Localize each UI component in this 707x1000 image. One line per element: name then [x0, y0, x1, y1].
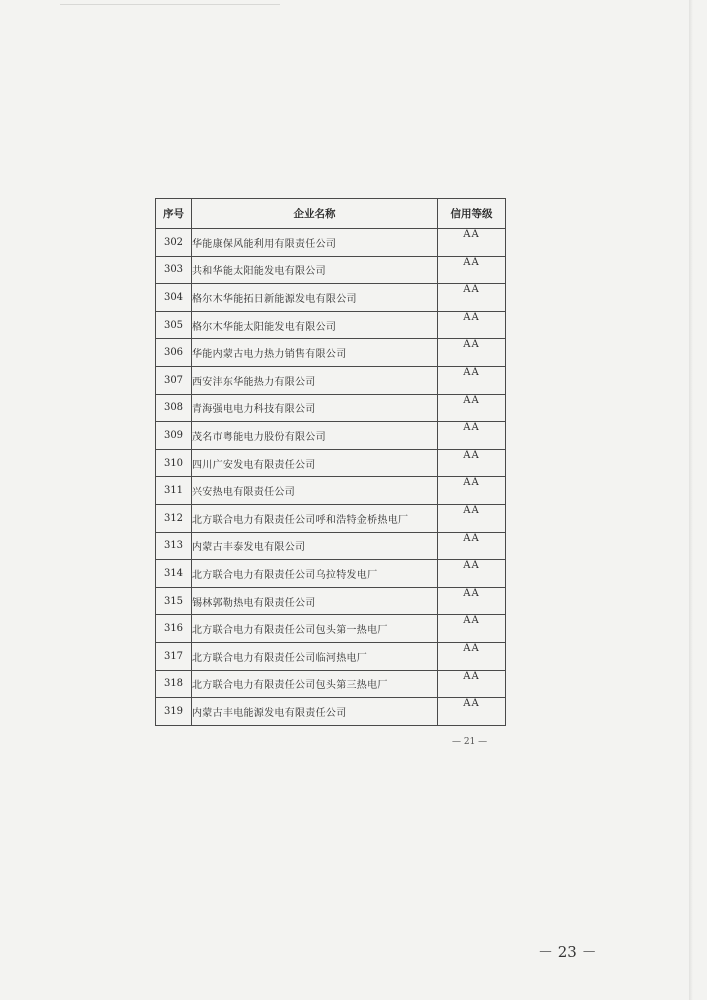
row-credit-grade: AA [438, 477, 506, 505]
table-row [156, 560, 506, 588]
row-credit-grade: AA [438, 504, 506, 532]
row-seq: 308 [156, 394, 192, 422]
row-company-name: 茂名市粤能电力股份有限公司 [192, 422, 438, 450]
header-credit-grade: 信用等级 [438, 199, 506, 229]
row-seq: 306 [156, 339, 192, 367]
row-credit-grade: AA [438, 284, 506, 312]
table-row [156, 422, 506, 450]
table-row [156, 394, 506, 422]
row-seq: 309 [156, 422, 192, 450]
row-company-name: 锡林郭勒热电有限责任公司 [192, 587, 438, 615]
row-company-name: 华能内蒙古电力热力销售有限公司 [192, 339, 438, 367]
row-seq: 315 [156, 587, 192, 615]
row-credit-grade: AA [438, 422, 506, 450]
row-company-name: 格尔木华能拓日新能源发电有限公司 [192, 284, 438, 312]
table-row [156, 670, 506, 698]
row-company-name: 北方联合电力有限责任公司乌拉特发电厂 [192, 560, 438, 588]
header-company-name: 企业名称 [192, 199, 438, 229]
table-row [156, 642, 506, 670]
row-credit-grade: AA [438, 449, 506, 477]
row-credit-grade: AA [438, 560, 506, 588]
row-credit-grade: AA [438, 394, 506, 422]
row-seq: 313 [156, 532, 192, 560]
row-seq: 310 [156, 449, 192, 477]
row-seq: 312 [156, 504, 192, 532]
row-company-name: 共和华能太阳能发电有限公司 [192, 256, 438, 284]
page-edge-shadow [689, 0, 693, 1000]
row-credit-grade: AA [438, 698, 506, 726]
table-row [156, 284, 506, 312]
row-seq: 318 [156, 670, 192, 698]
row-company-name: 四川广安发电有限责任公司 [192, 449, 438, 477]
row-seq: 303 [156, 256, 192, 284]
row-credit-grade: AA [438, 642, 506, 670]
row-company-name: 北方联合电力有限责任公司呼和浩特金桥热电厂 [192, 504, 438, 532]
row-credit-grade: AA [438, 339, 506, 367]
row-company-name: 格尔木华能太阳能发电有限公司 [192, 311, 438, 339]
table-row [156, 256, 506, 284]
table-row [156, 587, 506, 615]
row-credit-grade: AA [438, 532, 506, 560]
row-credit-grade: AA [438, 229, 506, 257]
row-credit-grade: AA [438, 256, 506, 284]
row-seq: 302 [156, 229, 192, 257]
row-credit-grade: AA [438, 366, 506, 394]
row-company-name: 北方联合电力有限责任公司临河热电厂 [192, 642, 438, 670]
row-credit-grade: AA [438, 615, 506, 643]
row-seq: 319 [156, 698, 192, 726]
row-company-name: 内蒙古丰泰发电有限公司 [192, 532, 438, 560]
row-seq: 314 [156, 560, 192, 588]
table-row [156, 339, 506, 367]
table-body [156, 229, 506, 726]
table-row [156, 229, 506, 257]
table-row [156, 504, 506, 532]
row-credit-grade: AA [438, 587, 506, 615]
row-seq: 311 [156, 477, 192, 505]
row-credit-grade: AA [438, 311, 506, 339]
header-seq: 序号 [156, 199, 192, 229]
row-seq: 304 [156, 284, 192, 312]
row-seq: 307 [156, 366, 192, 394]
table-row [156, 449, 506, 477]
row-company-name: 兴安热电有限责任公司 [192, 477, 438, 505]
row-company-name: 北方联合电力有限责任公司包头第三热电厂 [192, 670, 438, 698]
table-row [156, 477, 506, 505]
outer-page-number: － 23 － [538, 943, 597, 961]
credit-rating-table [155, 198, 506, 726]
inner-page-number: — 21 — [452, 737, 488, 747]
row-company-name: 华能康保风能利用有限责任公司 [192, 229, 438, 257]
row-seq: 317 [156, 642, 192, 670]
table-row [156, 698, 506, 726]
row-company-name: 内蒙古丰电能源发电有限责任公司 [192, 698, 438, 726]
table-row [156, 366, 506, 394]
row-company-name: 青海强电电力科技有限公司 [192, 394, 438, 422]
table-header-row [156, 199, 506, 229]
row-company-name: 西安沣东华能热力有限公司 [192, 366, 438, 394]
row-company-name: 北方联合电力有限责任公司包头第一热电厂 [192, 615, 438, 643]
row-seq: 305 [156, 311, 192, 339]
table-row [156, 311, 506, 339]
row-seq: 316 [156, 615, 192, 643]
table-row [156, 615, 506, 643]
row-credit-grade: AA [438, 670, 506, 698]
table-row [156, 532, 506, 560]
scan-artifact-line [60, 4, 280, 5]
